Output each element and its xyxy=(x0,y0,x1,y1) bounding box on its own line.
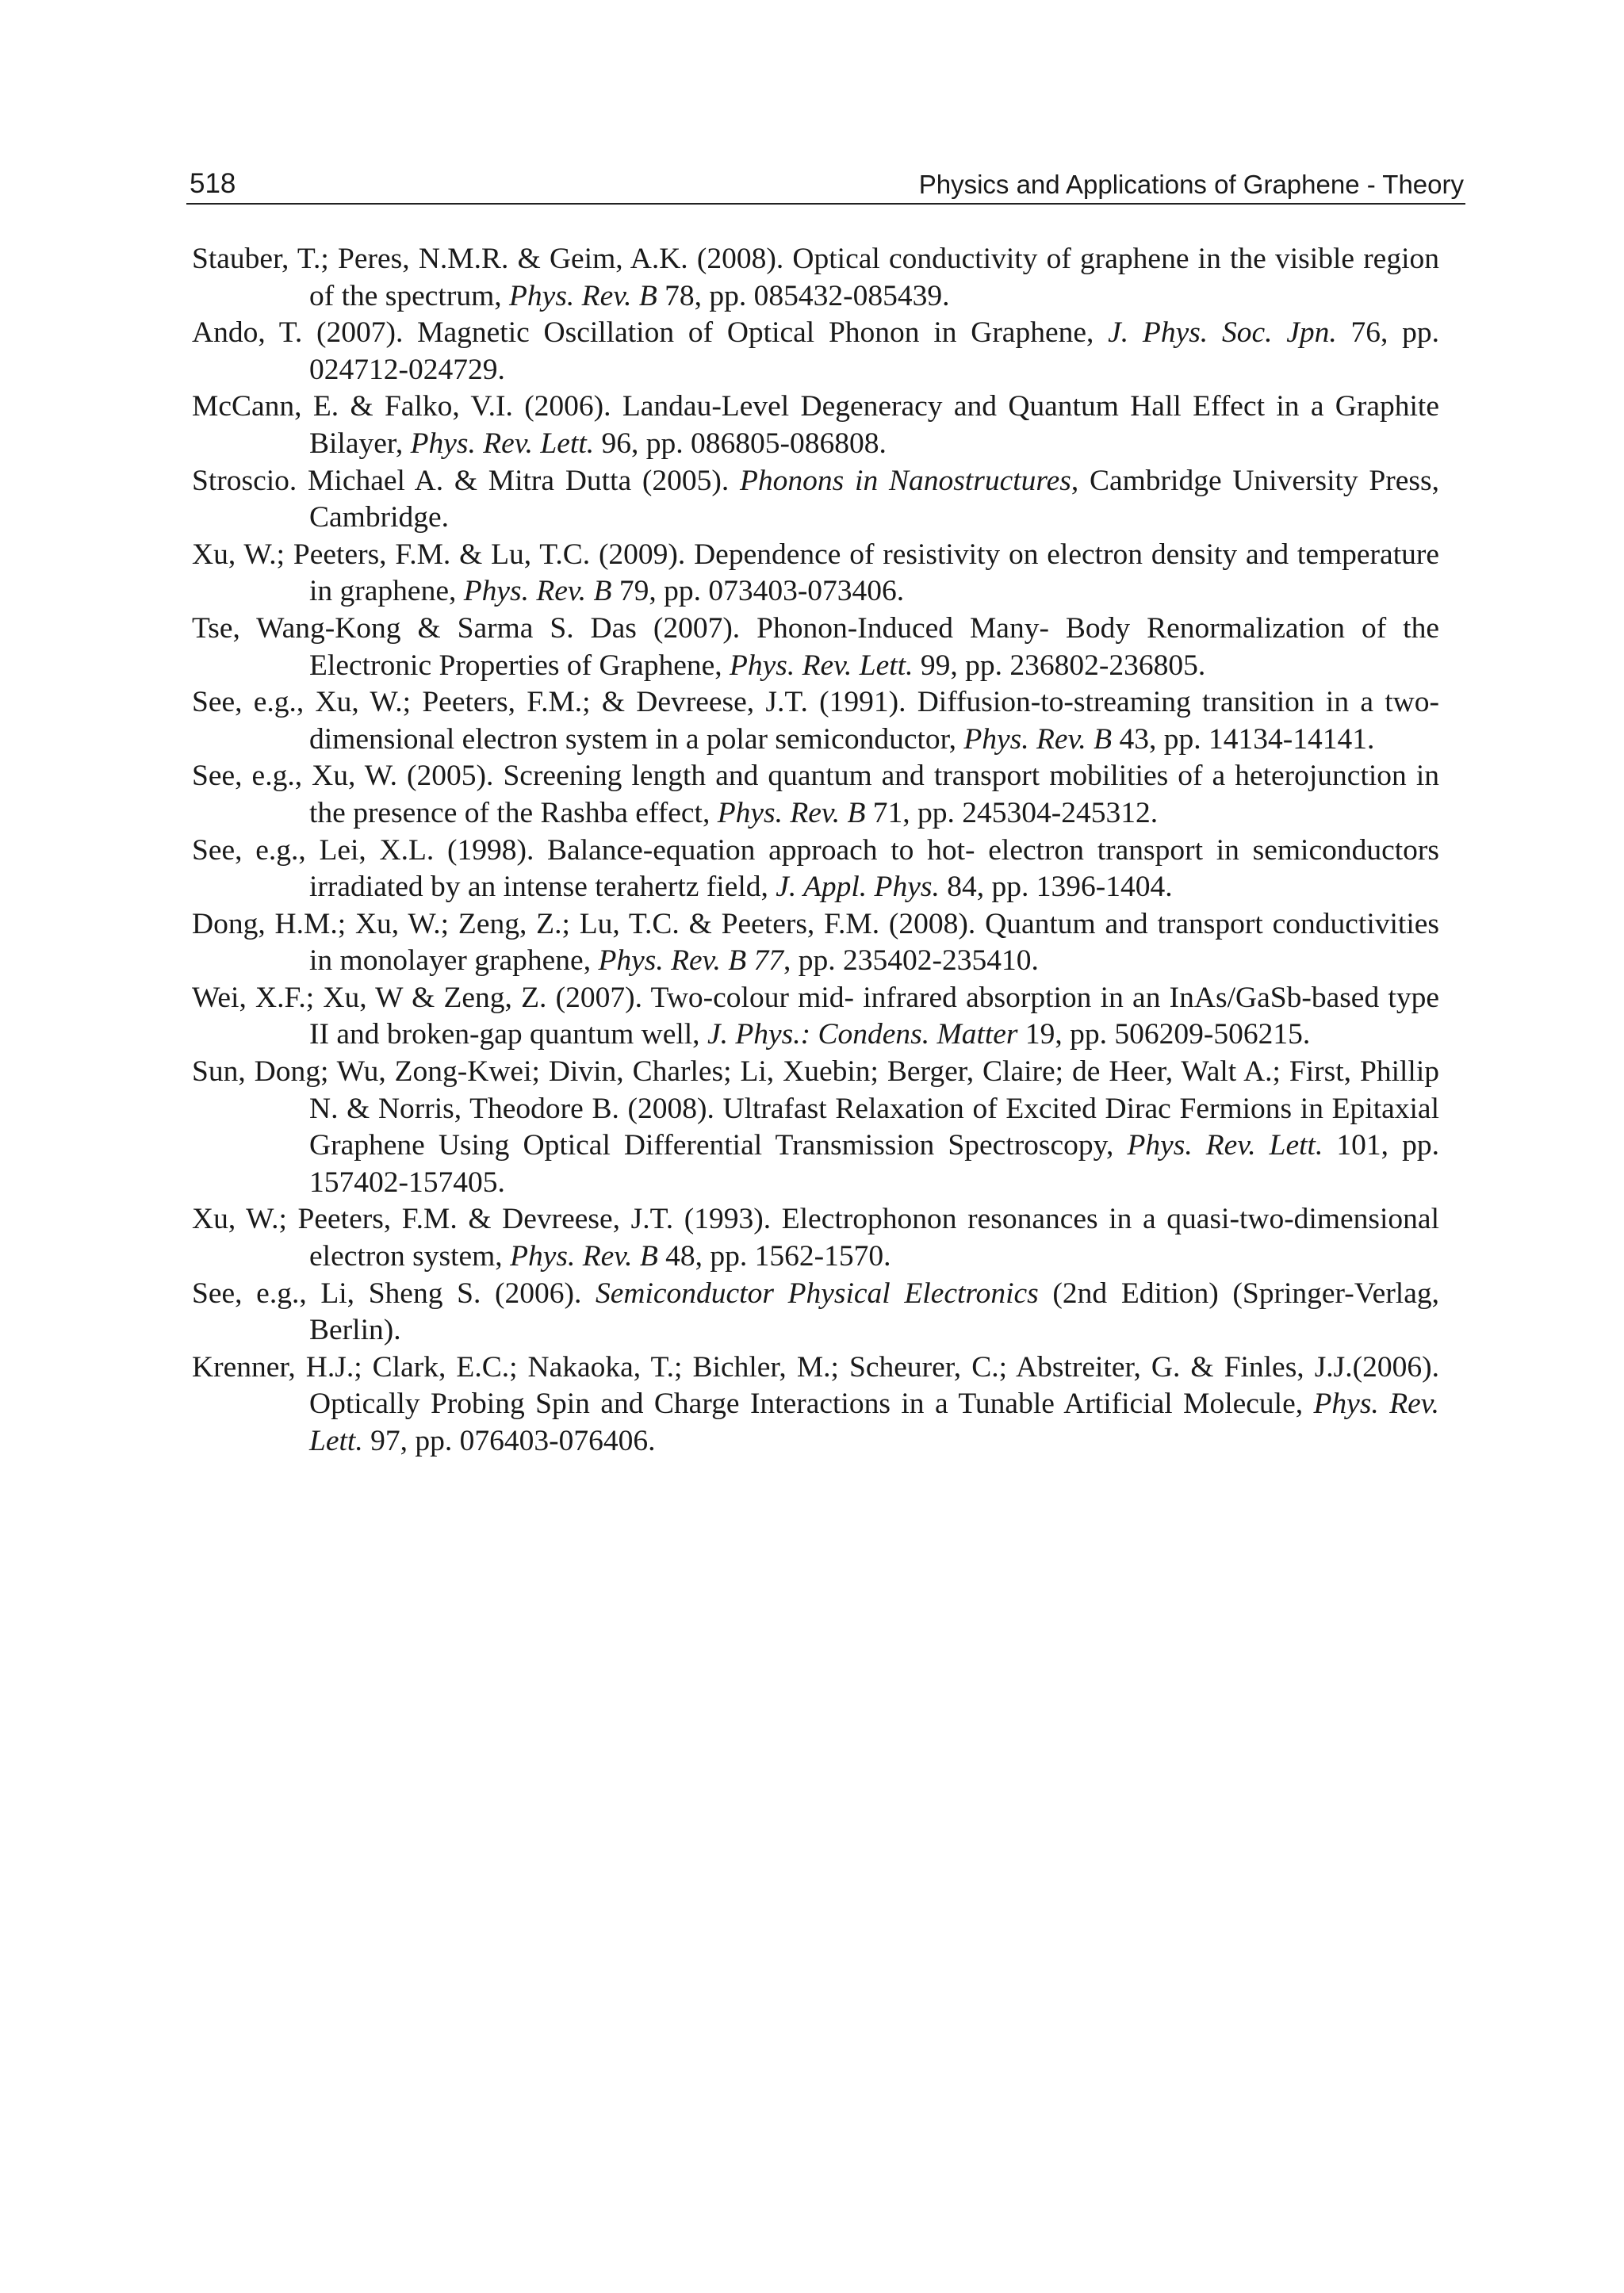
reference-item: Stroscio. Michael A. & Mitra Dutta (2005). Phonons in Nanostructures, Cambridge University Press, Cambridge. xyxy=(192,464,1439,534)
journal-name: J. Phys.: Condens. Matter xyxy=(707,1018,1018,1051)
running-title: Physics and Applications of Graphene - Theory xyxy=(918,170,1464,199)
journal-name: Phys. Rev. B xyxy=(510,1240,658,1273)
journal-name: Phys. Rev. B xyxy=(463,575,612,608)
reference-item: Krenner, H.J.; Clark, E.C.; Nakaoka, T.; Bichler, M.; Scheurer, C.; Abstreiter, G. & Finles, J.J.(2006). Optically Probing Spin and Charge Interactions in a Tunable Artificial Molecule, Phys. Rev. Lett. 97, pp. 076403-076406. xyxy=(192,1350,1439,1457)
book-title: Semiconductor Physical Electronics xyxy=(596,1277,1039,1310)
journal-name: Phys. Rev. B xyxy=(509,279,657,312)
reference-item: See, e.g., Xu, W.; Peeters, F.M.; & Devreese, J.T. (1991). Diffusion-to-streaming transition in a two-dimensional electron system in a polar semiconductor, Phys. Rev. B 43, pp. 14134-14141. xyxy=(192,686,1439,756)
journal-name: J. Phys. Soc. Jpn. xyxy=(1108,316,1337,350)
reference-item: Ando, T. (2007). Magnetic Oscillation of Optical Phonon in Graphene, J. Phys. Soc. Jpn. 76, pp. 024712-024729. xyxy=(192,316,1440,386)
journal-name: Phys. Rev. Lett. xyxy=(730,649,914,682)
journal-name: Phys. Rev. B xyxy=(963,722,1113,756)
journal-name: J. Appl. Phys. xyxy=(776,871,940,904)
page-header xyxy=(186,162,1465,205)
reference-item: McCann, E. & Falko, V.I. (2006). Landau-Level Degeneracy and Quantum Hall Effect in a Graphite Bilayer, Phys. Rev. Lett. 96, pp. 086805-086808. xyxy=(192,390,1439,460)
page-number: 518 xyxy=(190,168,236,199)
reference-item: Stauber, T.; Peres, N.M.R. & Geim, A.K. (2008). Optical conductivity of graphene in the visible region of the spectrum, Phys. Rev. B 78, pp. 085432-085439. xyxy=(192,243,1439,312)
reference-item: Xu, W.; Peeters, F.M. & Lu, T.C. (2009). Dependence of resistivity on electron density and temperature in graphene, Phys. Rev. B 79, pp. 073403-073406. xyxy=(192,538,1439,608)
reference-list xyxy=(192,241,1439,1460)
book-title: Phonons in Nanostructures xyxy=(740,464,1071,497)
journal-name: Phys. Rev. Lett. xyxy=(1127,1129,1323,1162)
journal-name: Phys. Rev. B 77 xyxy=(598,944,784,978)
reference-item: See, e.g., Lei, X.L. (1998). Balance-equation approach to hot- electron transport in semiconductors irradiated by an intense terahertz field, J. Appl. Phys. 84, pp. 1396-1404. xyxy=(192,833,1439,904)
reference-item: See, e.g., Xu, W. (2005). Screening length and quantum and transport mobilities of a heterojunction in the presence of the Rashba effect, Phys. Rev. B 71, pp. 245304-245312. xyxy=(192,760,1439,829)
reference-item: Sun, Dong; Wu, Zong-Kwei; Divin, Charles; Li, Xuebin; Berger, Claire; de Heer, Walt A.; First, Phillip N. & Norris, Theodore B. (2008). Ultrafast Relaxation of Excited Dirac Fermions in Epitaxial Graphene Using Optical Differential Transmission Spectroscopy, Phys. Rev. Lett. 101, pp. 157402-157405. xyxy=(192,1055,1439,1199)
reference-item: Wei, X.F.; Xu, W & Zeng, Z. (2007). Two-colour mid- infrared absorption in an InAs/GaSb-based type II and broken-gap quantum well, J. Phys.: Condens. Matter 19, pp. 506209-506215. xyxy=(192,981,1439,1051)
reference-item: Tse, Wang-Kong & Sarma S. Das (2007). Phonon-Induced Many- Body Renormalization of the Electronic Properties of Graphene, Phys. Rev. Lett. 99, pp. 236802-236805. xyxy=(192,611,1439,682)
reference-item: Dong, H.M.; Xu, W.; Zeng, Z.; Lu, T.C. & Peeters, F.M. (2008). Quantum and transport conductivities in monolayer graphene, Phys. Rev. B 77, pp. 235402-235410. xyxy=(192,907,1439,978)
journal-name: Phys. Rev. Lett. xyxy=(410,427,595,460)
reference-item: Xu, W.; Peeters, F.M. & Devreese, J.T. (1993). Electrophonon resonances in a quasi-two-dimensional electron system, Phys. Rev. B 48, pp. 1562-1570. xyxy=(192,1203,1439,1273)
journal-name: Phys. Rev. B xyxy=(717,796,866,829)
journal-name: Phys. Rev. Lett. xyxy=(309,1388,1439,1457)
reference-item: See, e.g., Li, Sheng S. (2006). Semiconductor Physical Electronics (2nd Edition) (Springer-Verlag, Berlin). xyxy=(192,1277,1439,1347)
